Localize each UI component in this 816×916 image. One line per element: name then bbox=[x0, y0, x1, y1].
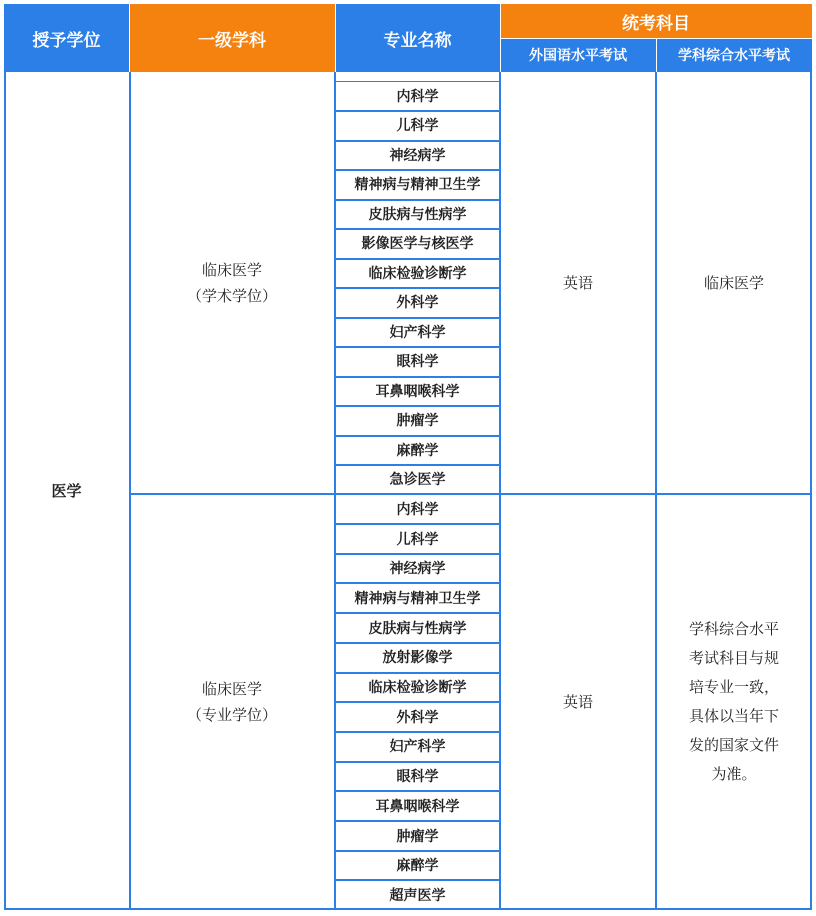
discipline-name: 临床医学 bbox=[201, 261, 262, 279]
major-cell: 神经病学 bbox=[389, 147, 446, 164]
discipline-professional bbox=[129, 494, 335, 910]
degree-cell: 医学 bbox=[51, 482, 82, 500]
major-cell: 急诊医学 bbox=[389, 472, 446, 489]
header-degree: 授予学位 bbox=[4, 4, 129, 72]
major-cell: 精神病与精神卫生学 bbox=[354, 177, 481, 194]
major-cell: 放射影像学 bbox=[382, 650, 453, 667]
major-cell: 儿科学 bbox=[396, 531, 439, 548]
major-cell: 超声医学 bbox=[389, 888, 446, 905]
major-cell: 皮肤病与性病学 bbox=[368, 206, 467, 223]
note-line: 学科综合水平 bbox=[688, 620, 779, 638]
major-cell: 耳鼻咽喉科学 bbox=[375, 798, 460, 815]
major-cell: 临床检验诊断学 bbox=[368, 265, 467, 282]
major-cell: 眼科学 bbox=[396, 354, 439, 371]
note-line: 为准。 bbox=[711, 765, 757, 783]
major-cell: 麻醉学 bbox=[396, 442, 439, 459]
degree-type: （专业学位） bbox=[186, 706, 277, 724]
major-cell: 妇产科学 bbox=[389, 324, 446, 341]
header-exam-group: 统考科目 bbox=[500, 4, 812, 38]
note-line: 培专业一致， bbox=[688, 678, 779, 696]
note-line: 考试科目与规 bbox=[688, 649, 779, 667]
major-cell: 耳鼻咽喉科学 bbox=[375, 383, 460, 400]
major-cell: 儿科学 bbox=[396, 118, 439, 135]
header-discipline: 一级学科 bbox=[129, 4, 335, 72]
major-cell: 内科学 bbox=[396, 88, 439, 105]
discipline-name: 临床医学 bbox=[201, 680, 262, 698]
major-cell: 影像医学与核医学 bbox=[361, 236, 474, 253]
header-comprehensive: 学科综合水平考试 bbox=[656, 38, 812, 72]
foreign-language-professional: 英语 bbox=[562, 693, 593, 711]
comprehensive-academic: 临床医学 bbox=[703, 274, 764, 292]
header-foreign-language: 外国语水平考试 bbox=[500, 38, 656, 72]
note-line: 具体以当年下 bbox=[688, 707, 779, 725]
note-line: 发的国家文件 bbox=[688, 736, 779, 754]
major-cell: 麻醉学 bbox=[396, 858, 439, 875]
major-cell: 肿瘤学 bbox=[396, 828, 439, 845]
major-cell: 内科学 bbox=[396, 501, 439, 518]
major-cell: 肿瘤学 bbox=[396, 413, 439, 430]
major-cell: 皮肤病与性病学 bbox=[368, 620, 467, 637]
foreign-language-academic: 英语 bbox=[562, 274, 593, 292]
major-cell: 妇产科学 bbox=[389, 739, 446, 756]
major-cell: 外科学 bbox=[396, 709, 439, 726]
degree-type: （学术学位） bbox=[186, 287, 277, 305]
discipline-academic bbox=[129, 72, 335, 494]
major-cell: 神经病学 bbox=[389, 561, 446, 578]
header-major: 专业名称 bbox=[335, 4, 500, 72]
major-cell: 临床检验诊断学 bbox=[368, 680, 467, 697]
major-cell: 精神病与精神卫生学 bbox=[354, 590, 481, 607]
major-cell: 外科学 bbox=[396, 295, 439, 312]
major-cell: 眼科学 bbox=[396, 769, 439, 786]
comprehensive-professional bbox=[656, 494, 812, 910]
